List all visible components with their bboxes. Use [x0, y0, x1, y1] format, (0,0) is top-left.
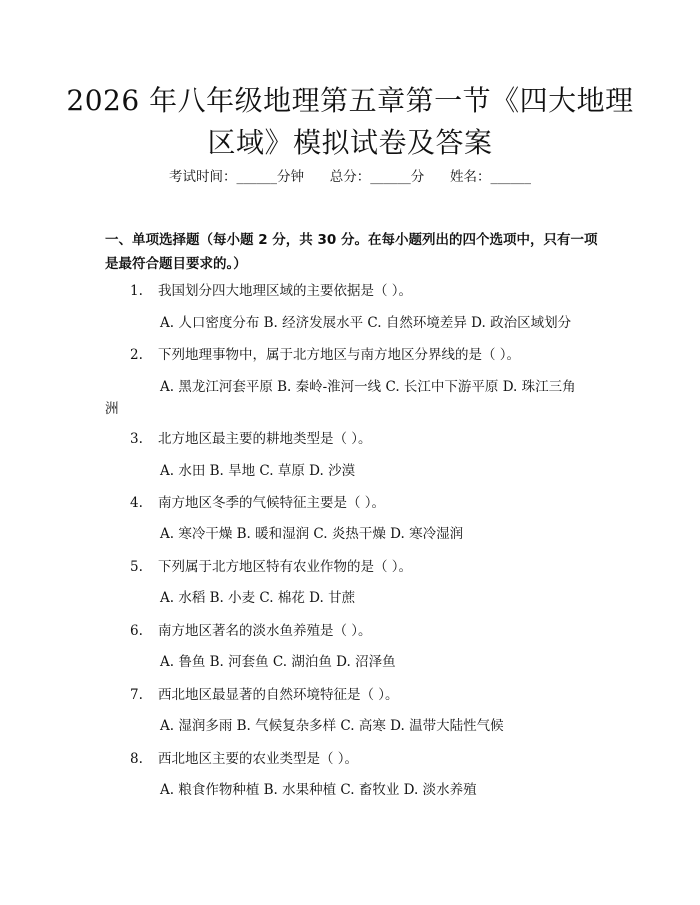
question-number: 1.	[130, 283, 143, 299]
question-1	[130, 280, 610, 302]
section-heading-line-1: 一、单项选择题（每小题 2 分，共 30 分。在每小题列出的四个选项中，只有一项	[105, 232, 598, 248]
question-stem: 下列属于北方地区特有农业作物的是（ ）。	[158, 559, 413, 575]
question-stem: 南方地区冬季的气候特征主要是（ ）。	[158, 495, 386, 511]
question-7-options: A. 湿润多雨 B. 气候复杂多样 C. 高寒 D. 温带大陆性气候	[160, 718, 504, 734]
question-number: 7.	[130, 687, 143, 703]
exam-info-line: 考试时间：______分钟 总分：______分 姓名：______	[169, 169, 531, 185]
question-6-options: A. 鲁鱼 B. 河套鱼 C. 湖泊鱼 D. 沼泽鱼	[160, 654, 396, 670]
section-heading	[105, 228, 605, 276]
page-title-line-1: 2026 年八年级地理第五章第一节《四大地理	[66, 84, 634, 117]
question-8	[130, 748, 610, 770]
question-2-options-continued: 洲	[105, 401, 119, 417]
question-number: 4.	[130, 495, 143, 511]
section-heading-line-2: 是最符合题目要求的。）	[105, 256, 247, 272]
question-4	[130, 492, 610, 514]
question-stem: 北方地区最主要的耕地类型是（ ）。	[158, 431, 372, 447]
question-stem: 南方地区著名的淡水鱼养殖是（ ）。	[158, 623, 372, 639]
question-number: 6.	[130, 623, 143, 639]
question-8-options: A. 粮食作物种植 B. 水果种植 C. 畜牧业 D. 淡水养殖	[160, 782, 477, 798]
question-7	[130, 684, 610, 706]
question-number: 5.	[130, 559, 143, 575]
question-2-options: A. 黑龙江河套平原 B. 秦岭-淮河一线 C. 长江中下游平原 D. 珠江三角	[160, 379, 576, 395]
question-number: 2.	[130, 347, 143, 363]
question-number: 8.	[130, 751, 143, 767]
question-stem: 下列地理事物中，属于北方地区与南方地区分界线的是（ ）。	[158, 347, 521, 363]
question-6	[130, 620, 610, 642]
question-5-options: A. 水稻 B. 小麦 C. 棉花 D. 甘蔗	[160, 590, 356, 606]
question-3	[130, 428, 610, 450]
question-2	[130, 344, 610, 366]
question-stem: 我国划分四大地理区域的主要依据是（ ）。	[158, 283, 413, 299]
question-4-options: A. 寒冷干燥 B. 暖和湿润 C. 炎热干燥 D. 寒冷湿润	[160, 526, 464, 542]
page-title-line-2: 区域》模拟试卷及答案	[207, 126, 493, 159]
question-5	[130, 556, 610, 578]
question-number: 3.	[130, 431, 143, 447]
question-stem: 西北地区主要的农业类型是（ ）。	[158, 751, 359, 767]
question-3-options: A. 水田 B. 旱地 C. 草原 D. 沙漠	[160, 463, 356, 479]
question-1-options: A. 人口密度分布 B. 经济发展水平 C. 自然环境差异 D. 政治区域划分	[160, 315, 572, 331]
question-stem: 西北地区最显著的自然环境特征是（ ）。	[158, 687, 399, 703]
